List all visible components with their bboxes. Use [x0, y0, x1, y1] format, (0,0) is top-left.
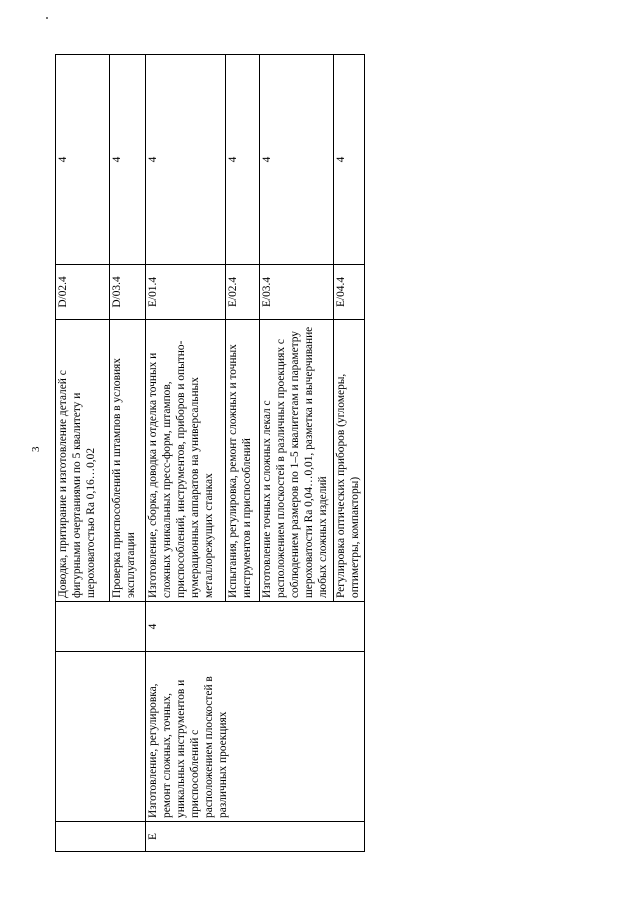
task-name-cell: Изготовление, сборка, доводка и отделка точных и сложных уникальных пресс-форм, штампов, приспособлений, инструментов, приборов и опытно-нумерационных аппаратов на универсальных металлорежущих станках: [146, 320, 226, 602]
task-code-cell: E/04.4: [334, 265, 365, 320]
task-name-cell: Доводка, притирание и изготовление деталей с фигурными очертаниями по 5 квалитету и шероховатостью Ra 0,16…0,02: [56, 320, 110, 602]
group-level-cell: 4: [146, 602, 365, 652]
task-level-cell: 4: [334, 55, 365, 265]
empty-function-cell: [56, 652, 146, 822]
task-name-cell: Проверка приспособлений и штампов в условиях эксплуатации: [110, 320, 146, 602]
task-code-cell: D/03.4: [110, 265, 146, 320]
empty-level-cell: [56, 602, 146, 652]
competency-table: [55, 54, 365, 852]
task-level-cell: 4: [260, 55, 334, 265]
empty-code-cell: [56, 822, 146, 852]
task-level-cell: 4: [110, 55, 146, 265]
task-code-cell: E/02.4: [226, 265, 260, 320]
task-name-cell: Изготовление точных и сложных лекал с расположением плоскостей в различных проекциях с соблюдением размеров по 1–5 квалитетам и параметру шероховатости Ra 0,04…0,01, разметка и вычерчивание любых сложных изделий: [260, 320, 334, 602]
table-row: [56, 55, 110, 852]
task-name-cell: Регулировка оптических приборов (угломеры, оптиметры, компакторы): [334, 320, 365, 602]
rotated-table-wrapper: [55, 55, 361, 852]
task-code-cell: D/02.4: [56, 265, 110, 320]
group-function-cell: Изготовление, регулировка, ремонт сложных, точных, уникальных инструментов и приспособлений с расположением плоскостей в различных проекциях: [146, 652, 365, 822]
scan-speck: [46, 17, 48, 19]
group-code-cell: E: [146, 822, 365, 852]
task-name-cell: Испытания, регулировка, ремонт сложных и точных инструментов и приспособлений: [226, 320, 260, 602]
task-code-cell: E/01.4: [146, 265, 226, 320]
page-number: 3: [30, 446, 42, 452]
task-level-cell: 4: [226, 55, 260, 265]
task-level-cell: 4: [146, 55, 226, 265]
task-code-cell: E/03.4: [260, 265, 334, 320]
table-row: [146, 55, 226, 852]
task-level-cell: 4: [56, 55, 110, 265]
